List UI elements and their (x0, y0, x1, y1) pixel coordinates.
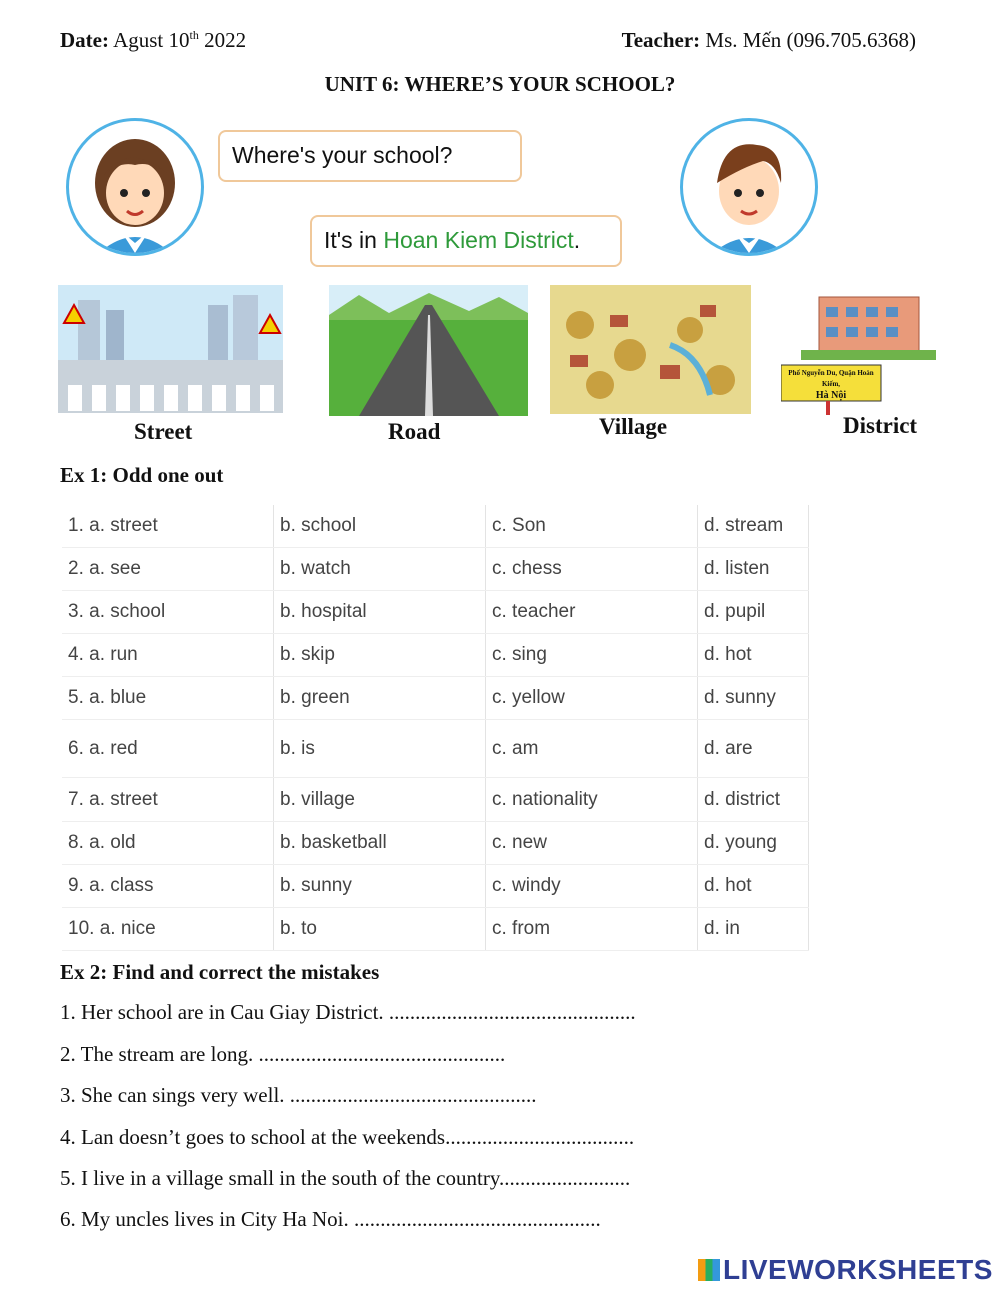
option-cell[interactable]: d. young (698, 822, 809, 865)
table-row (62, 822, 809, 865)
answer-prefix: It's in (324, 227, 384, 253)
ex2-line-3[interactable]: 3. She can sings very well. ............................................... (60, 1083, 537, 1107)
answer-bubble (310, 215, 622, 267)
liveworksheets-logo-icon (698, 1259, 720, 1281)
option-cell[interactable]: d. pupil (698, 591, 809, 634)
option-cell[interactable]: b. is (274, 720, 486, 778)
liveworksheets-logo (698, 1254, 993, 1286)
option-cell[interactable]: b. green (274, 677, 486, 720)
option-cell[interactable]: 10. a. nice (62, 908, 274, 951)
road-image (329, 285, 528, 416)
option-cell[interactable]: b. sunny (274, 865, 486, 908)
answer-suffix: . (573, 227, 581, 253)
option-cell[interactable]: c. nationality (486, 778, 698, 822)
option-cell[interactable]: c. new (486, 822, 698, 865)
option-cell[interactable]: c. from (486, 908, 698, 951)
ex1-title: Ex 1: Odd one out (60, 463, 224, 487)
option-cell[interactable]: 4. a. run (62, 634, 274, 677)
district-sign (781, 368, 881, 401)
page-title: UNIT 6: WHERE’S YOUR SCHOOL? (324, 72, 676, 96)
option-cell[interactable]: b. basketball (274, 822, 486, 865)
option-cell[interactable]: c. windy (486, 865, 698, 908)
table-row (62, 505, 809, 548)
street-image (58, 285, 283, 413)
option-cell[interactable]: b. skip (274, 634, 486, 677)
option-cell[interactable]: c. yellow (486, 677, 698, 720)
date-line (60, 28, 246, 53)
table-row (62, 548, 809, 591)
district-sign-line1: Phố Nguyễn Du, Quận Hoàn Kiếm, (788, 369, 874, 388)
road-caption: Road (388, 419, 441, 444)
district-sign-line2: Hà Nội (815, 390, 847, 401)
table-row (62, 865, 809, 908)
teacher-line (622, 28, 916, 53)
option-cell[interactable]: d. in (698, 908, 809, 951)
ex2-line-4[interactable]: 4. Lan doesn’t goes to school at the weekends.................................... (60, 1125, 635, 1149)
table-row (62, 908, 809, 951)
option-cell[interactable]: 8. a. old (62, 822, 274, 865)
street-caption: Street (134, 419, 193, 444)
date-year: 2022 (204, 28, 247, 52)
odd-one-out-table (62, 505, 809, 951)
table-row (62, 634, 809, 677)
answer-highlight: Hoan Kiem District (383, 227, 574, 253)
option-cell[interactable]: b. school (274, 505, 486, 548)
ex2-line-6[interactable]: 6. My uncles lives in City Ha Noi. ............................................... (60, 1207, 601, 1231)
village-image (550, 285, 751, 414)
option-cell[interactable]: b. village (274, 778, 486, 822)
teacher-value: Ms. Mến (096.705.6368) (705, 28, 916, 52)
option-cell[interactable]: d. hot (698, 634, 809, 677)
table-row (62, 778, 809, 822)
ex2-line-2[interactable]: 2. The stream are long. ............................................... (60, 1042, 506, 1066)
ex2-line-1[interactable]: 1. Her school are in Cau Giay District. ............................................... (60, 1000, 636, 1024)
option-cell[interactable]: d. district (698, 778, 809, 822)
ex2-title: Ex 2: Find and correct the mistakes (60, 960, 380, 984)
option-cell[interactable]: b. to (274, 908, 486, 951)
question-bubble (218, 130, 522, 182)
option-cell[interactable]: d. hot (698, 865, 809, 908)
option-cell[interactable]: b. hospital (274, 591, 486, 634)
option-cell[interactable]: c. chess (486, 548, 698, 591)
village-caption: Village (599, 414, 668, 439)
girl-avatar-image (66, 118, 204, 256)
district-image (781, 292, 936, 417)
option-cell[interactable]: d. listen (698, 548, 809, 591)
teacher-label: Teacher: (621, 28, 701, 52)
option-cell[interactable]: 9. a. class (62, 865, 274, 908)
option-cell[interactable]: 3. a. school (62, 591, 274, 634)
option-cell[interactable]: 7. a. street (62, 778, 274, 822)
date-sup: th (189, 28, 199, 42)
option-cell[interactable]: 5. a. blue (62, 677, 274, 720)
option-cell[interactable]: 2. a. see (62, 548, 274, 591)
option-cell[interactable]: c. sing (486, 634, 698, 677)
boy-avatar-image (680, 118, 818, 256)
district-caption: District (843, 413, 918, 438)
option-cell[interactable]: c. am (486, 720, 698, 778)
option-cell[interactable]: c. teacher (486, 591, 698, 634)
option-cell[interactable]: d. stream (698, 505, 809, 548)
date-value: Agust 10 (113, 28, 190, 52)
ex2-line-5[interactable]: 5. I live in a village small in the south of the country......................... (60, 1166, 631, 1190)
date-label: Date: (60, 28, 109, 52)
option-cell[interactable]: 1. a. street (62, 505, 274, 548)
option-cell[interactable]: d. are (698, 720, 809, 778)
question-text: Where's your school? (232, 142, 453, 168)
logo-text: LIVEWORKSHEETS (723, 1254, 993, 1285)
option-cell[interactable]: c. Son (486, 505, 698, 548)
table-row (62, 720, 809, 778)
option-cell[interactable]: d. sunny (698, 677, 809, 720)
option-cell[interactable]: 6. a. red (62, 720, 274, 778)
table-row (62, 677, 809, 720)
table-row (62, 591, 809, 634)
option-cell[interactable]: b. watch (274, 548, 486, 591)
